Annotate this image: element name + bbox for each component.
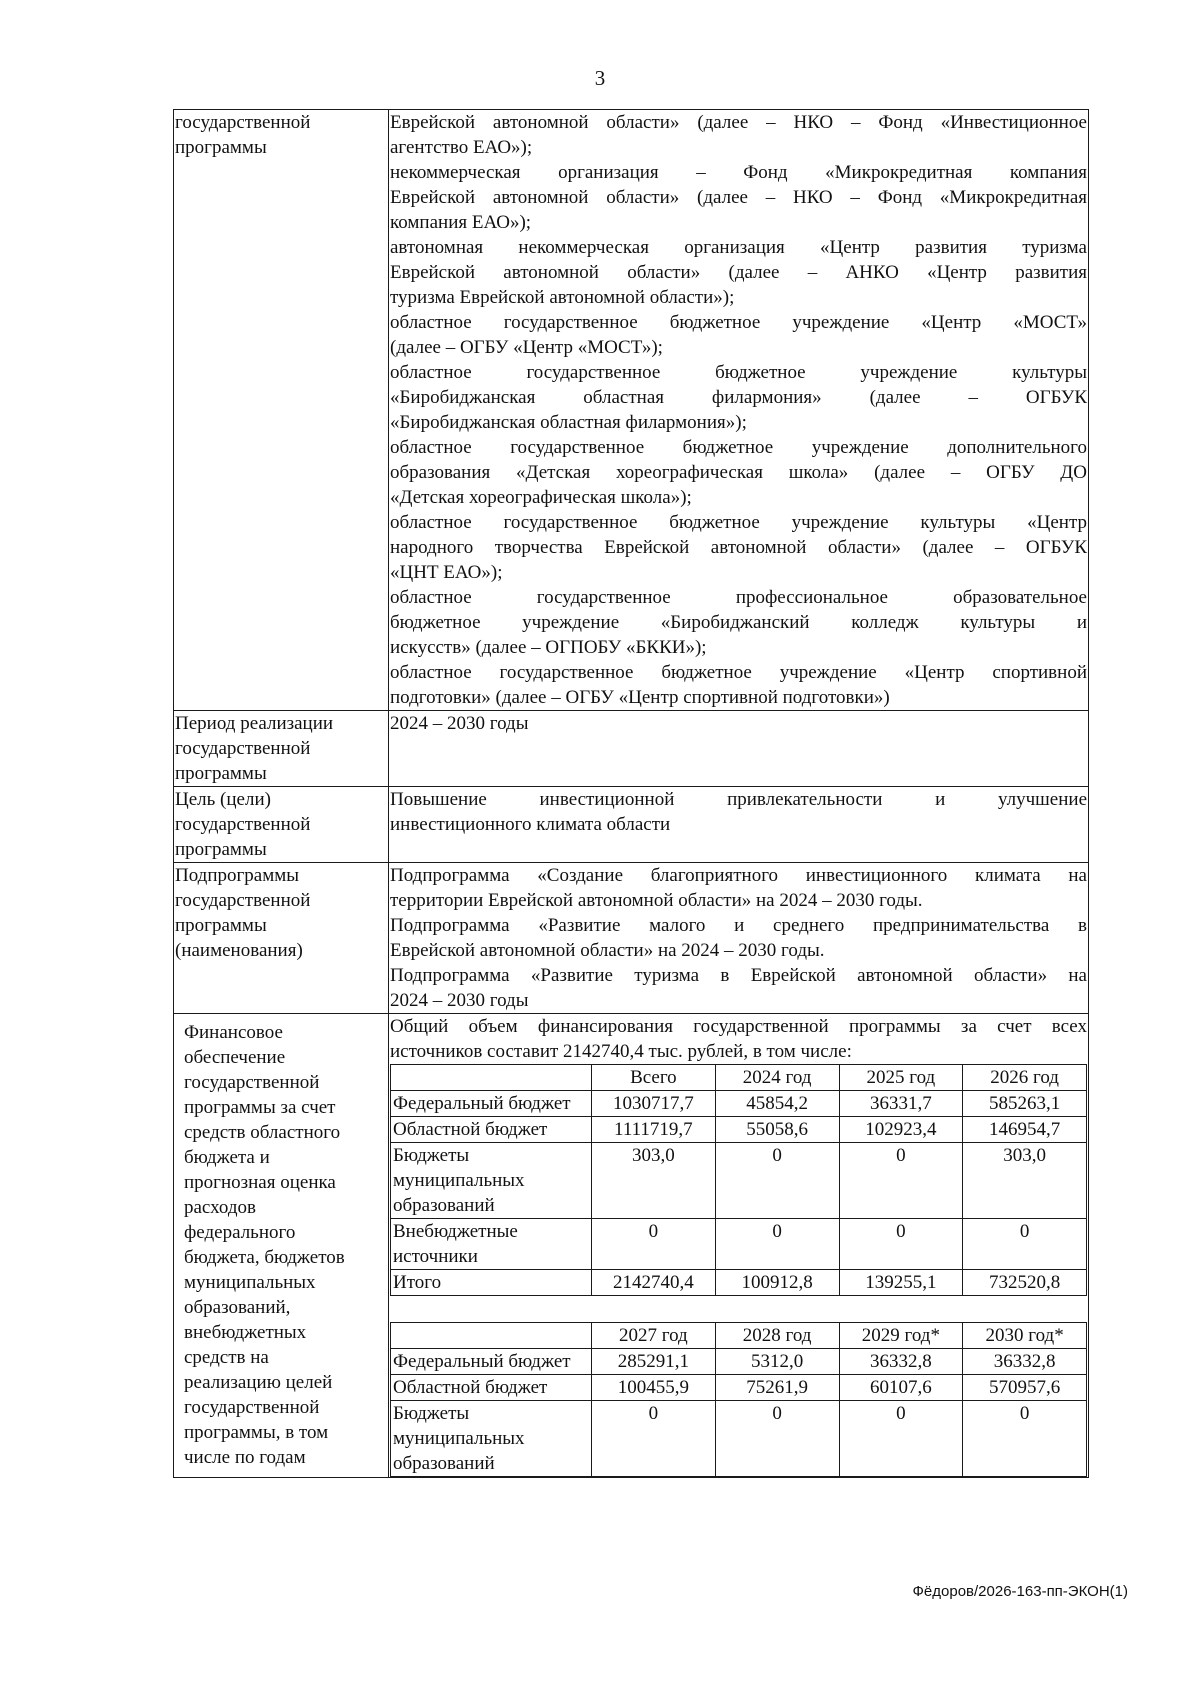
participant-line: «ЦНТ ЕАО»); [390,562,503,583]
participant-line: «Детская хореографическая школа»); [390,487,692,508]
label-line: (наименования) [175,940,303,961]
participant-line: Еврейской автономной области» (далее – НКО – Фонд «Инвестиционное [390,112,1087,133]
label-line: Подпрограммы [175,865,300,886]
finance-value-cell: 5312,0 [715,1349,839,1375]
finance-header-cell: 2028 год [715,1323,839,1349]
participant-line: искусств» (далее – ОГПОБУ «БККИ»); [390,637,707,658]
finance-header-cell: 2025 год [839,1065,963,1091]
finance-value-cell: 45854,2 [715,1091,839,1117]
finance-row-label: Итого [391,1270,592,1296]
label-line: Период реализации [175,713,334,734]
passport-table [173,109,1089,1478]
finance-row [391,1117,1087,1143]
goal-line: Повышение инвестиционной привлекательности и улучшение [390,789,1087,810]
participant-line: подготовки» (далее – ОГБУ «Центр спортивной подготовки») [390,687,890,708]
subprograms-list [389,863,1089,1014]
label-line: программы за счет [184,1097,336,1118]
label-line: реализацию целей [184,1372,333,1393]
participant-line: некоммерческая организация – Фонд «Микрокредитная компания [390,162,1087,183]
finance-header-cell: 2024 год [715,1065,839,1091]
label-line: программы [175,137,267,158]
goal-row [174,787,1089,863]
label-line: Финансовое [184,1022,283,1043]
finance-header-cell [391,1065,592,1091]
participants-label [174,110,389,711]
finance-header-cell: 2027 год [592,1323,716,1349]
participant-line: Еврейской автономной области» (далее – АНКО «Центр развития [390,262,1087,283]
subprogram-line: Подпрограмма «Создание благоприятного инвестиционного климата на [390,865,1087,886]
finance-spacer-cell [391,1296,1087,1323]
finance-row [391,1401,1087,1477]
finance-row [391,1375,1087,1401]
finance-header-cell: 2029 год* [839,1323,963,1349]
finance-row-label: Бюджеты муниципальных образований [391,1401,592,1477]
participant-line: областное государственное бюджетное учреждение культуры [390,362,1087,383]
finance-value-cell: 285291,1 [592,1349,716,1375]
label-line: средств областного [184,1122,341,1143]
finance-row-label: Федеральный бюджет [391,1091,592,1117]
finance-row-label: Внебюджетные источники [391,1219,592,1270]
finance-row [391,1091,1087,1117]
label-line: программы [175,915,267,936]
financing-intro-line: Общий объем финансирования государственной программы за счет всех [390,1016,1087,1037]
participant-line: областное государственное бюджетное учреждение «Центр «МОСТ» [390,312,1087,333]
label-line: программы [175,839,267,860]
label-line: внебюджетных [184,1322,307,1343]
finance-value-cell: 139255,1 [839,1270,963,1296]
participant-line: областное государственное бюджетное учреждение культуры «Центр [390,512,1087,533]
finance-value-cell: 0 [839,1219,963,1270]
goal-text [389,787,1089,863]
finance-row [391,1219,1087,1270]
finance-row [391,1349,1087,1375]
participant-line: народного творчества Еврейской автономной области» (далее – ОГБУК [390,537,1087,558]
finance-value-cell: 60107,6 [839,1375,963,1401]
participant-line: областное государственное бюджетное учреждение дополнительного [390,437,1087,458]
participant-line: Еврейской автономной области» (далее – НКО – Фонд «Микрокредитная [390,187,1087,208]
participant-line: агентство ЕАО»); [390,137,533,158]
label-line: образований, [184,1297,291,1318]
subprograms-label [174,863,389,1014]
participant-line: туризма Еврейской автономной области»); [390,287,735,308]
period-row [174,711,1089,787]
finance-value-cell: 100455,9 [592,1375,716,1401]
finance-header-cell: Всего [592,1065,716,1091]
label-line: Цель (цели) [175,789,271,810]
finance-row-label: Федеральный бюджет [391,1349,592,1375]
finance-value-cell: 0 [592,1219,716,1270]
finance-value-cell: 100912,8 [715,1270,839,1296]
finance-value-cell: 146954,7 [963,1117,1087,1143]
finance-value-cell: 1030717,7 [592,1091,716,1117]
finance-row-label: Бюджеты муниципальных образований [391,1143,592,1219]
label-line: государственной [184,1397,320,1418]
finance-value-cell: 0 [963,1401,1087,1477]
participant-line: автономная некоммерческая организация «Центр развития туризма [390,237,1087,258]
finance-value-cell: 0 [592,1401,716,1477]
finance-spacer-row [391,1296,1087,1323]
finance-value-cell: 36331,7 [839,1091,963,1117]
finance-value-cell: 585263,1 [963,1091,1087,1117]
goal-line: инвестиционного климата области [390,814,671,835]
finance-value-cell: 303,0 [963,1143,1087,1219]
finance-value-cell: 102923,4 [839,1117,963,1143]
finance-row-label: Областной бюджет [391,1117,592,1143]
participant-line: образования «Детская хореографическая школа» (далее – ОГБУ ДО [390,462,1087,483]
finance-value-cell: 55058,6 [715,1117,839,1143]
label-line: программы [175,763,267,784]
finance-value-cell: 0 [963,1219,1087,1270]
financing-content [389,1014,1089,1478]
subprogram-line: Подпрограмма «Развитие малого и среднего предпринимательства в [390,915,1087,936]
participants-list [389,110,1089,711]
participant-line: областное государственное бюджетное учреждение «Центр спортивной [390,662,1087,683]
participants-row [174,110,1089,711]
finance-value-cell: 0 [839,1143,963,1219]
finance-header-cell: 2026 год [963,1065,1087,1091]
finance-value-cell: 1111719,7 [592,1117,716,1143]
label-line: государственной [175,738,311,759]
label-line: государственной [175,890,311,911]
goal-label [174,787,389,863]
finance-header-row [391,1323,1087,1349]
label-line: расходов [184,1197,256,1218]
label-line: бюджета и [184,1147,270,1168]
finance-value-cell: 0 [839,1401,963,1477]
finance-value-cell: 2142740,4 [592,1270,716,1296]
subprograms-row [174,863,1089,1014]
finance-row [391,1270,1087,1296]
label-line: государственной [175,112,311,133]
label-line: муниципальных [184,1272,316,1293]
document-footer-code: Фёдоров/2026-163-пп-ЭКОН(1) [912,1583,1128,1600]
financing-intro-line: источников составит 2142740,4 тыс. рублей, в том числе: [390,1041,852,1062]
subprogram-line: Еврейской автономной области» на 2024 – 2030 годы. [390,940,825,961]
label-line: бюджета, бюджетов [184,1247,345,1268]
financing-row [174,1014,1089,1478]
financing-label [174,1014,389,1478]
subprogram-line: 2024 – 2030 годы [390,990,529,1011]
financing-table [390,1064,1087,1477]
finance-value-cell: 0 [715,1219,839,1270]
period-value [389,711,1089,787]
subprogram-line: территории Еврейской автономной области» на 2024 – 2030 годы. [390,890,923,911]
participant-line: «Биробиджанская областная филармония»); [390,412,747,433]
label-line: обеспечение [184,1047,286,1068]
participant-line: «Биробиджанская областная филармония» (далее – ОГБУК [390,387,1087,408]
finance-value-cell: 0 [715,1401,839,1477]
label-line: программы, в том [184,1422,329,1443]
finance-value-cell: 303,0 [592,1143,716,1219]
label-line: числе по годам [184,1447,306,1468]
finance-header-cell [391,1323,592,1349]
period-label [174,711,389,787]
finance-value-cell: 732520,8 [963,1270,1087,1296]
finance-value-cell: 75261,9 [715,1375,839,1401]
label-line: государственной [175,814,311,835]
finance-row-label: Областной бюджет [391,1375,592,1401]
finance-value-cell: 570957,6 [963,1375,1087,1401]
label-line: прогнозная оценка [184,1172,336,1193]
finance-row [391,1143,1087,1219]
finance-header-row [391,1065,1087,1091]
finance-value-cell: 0 [715,1143,839,1219]
finance-header-cell: 2030 год* [963,1323,1087,1349]
finance-value-cell: 36332,8 [963,1349,1087,1375]
subprogram-line: Подпрограмма «Развитие туризма в Еврейской автономной области» на [390,965,1087,986]
participant-line: компания ЕАО»); [390,212,532,233]
participant-line: бюджетное учреждение «Биробиджанский колледж культуры и [390,612,1087,633]
finance-value-cell: 36332,8 [839,1349,963,1375]
period-text: 2024 – 2030 годы [390,713,529,734]
page-number: 3 [594,66,606,90]
label-line: федерального [184,1222,296,1243]
participant-line: областное государственное профессиональное образовательное [390,587,1087,608]
label-line: государственной [184,1072,320,1093]
label-line: средств на [184,1347,269,1368]
participant-line: (далее – ОГБУ «Центр «МОСТ»); [390,337,663,358]
